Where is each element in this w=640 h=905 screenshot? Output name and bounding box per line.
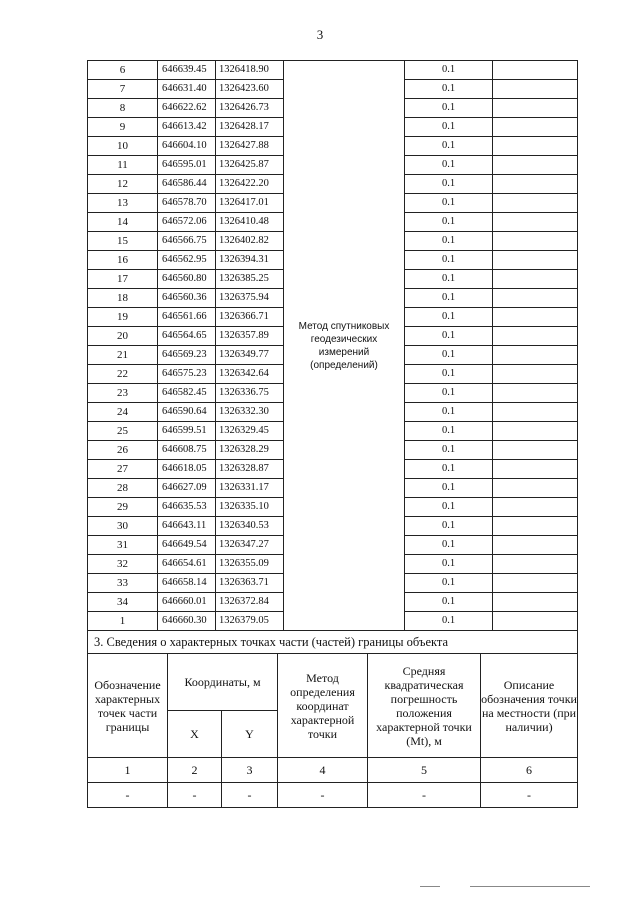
error-value: 0.1 (405, 593, 493, 612)
error-value: 0.1 (405, 479, 493, 498)
coordinate-x: 646561.66 (158, 308, 216, 327)
column-number: 4 (278, 758, 368, 783)
error-value: 0.1 (405, 460, 493, 479)
column-number: 2 (168, 758, 222, 783)
error-value: 0.1 (405, 346, 493, 365)
coordinate-y: 1326402.82 (216, 232, 284, 251)
coordinate-x: 646590.64 (158, 403, 216, 422)
coordinate-x: 646643.11 (158, 517, 216, 536)
coordinate-y: 1326331.17 (216, 479, 284, 498)
point-number: 9 (88, 118, 158, 137)
coordinate-x: 646599.51 (158, 422, 216, 441)
coordinate-x: 646658.14 (158, 574, 216, 593)
point-number: 33 (88, 574, 158, 593)
point-number: 30 (88, 517, 158, 536)
coordinate-y: 1326426.73 (216, 99, 284, 118)
description-cell (493, 403, 578, 422)
header-description: Описание обозначения точки на местности (при наличии) (481, 654, 578, 758)
error-value: 0.1 (405, 612, 493, 631)
table-row (88, 61, 578, 80)
coordinate-y: 1326423.60 (216, 80, 284, 99)
description-cell (493, 441, 578, 460)
point-number: 18 (88, 289, 158, 308)
coordinates-table (87, 60, 578, 631)
point-number: 29 (88, 498, 158, 517)
coordinate-y: 1326385.25 (216, 270, 284, 289)
coordinate-y: 1326363.71 (216, 574, 284, 593)
coordinate-y: 1326328.29 (216, 441, 284, 460)
coordinate-x: 646627.09 (158, 479, 216, 498)
coordinate-y: 1326418.90 (216, 61, 284, 80)
point-number: 32 (88, 555, 158, 574)
empty-cell: - (168, 783, 222, 808)
error-value: 0.1 (405, 384, 493, 403)
error-value: 0.1 (405, 99, 493, 118)
error-value: 0.1 (405, 517, 493, 536)
description-cell (493, 156, 578, 175)
coordinate-x: 646562.95 (158, 251, 216, 270)
coordinate-x: 646649.54 (158, 536, 216, 555)
coordinate-x: 646582.45 (158, 384, 216, 403)
coordinate-y: 1326336.75 (216, 384, 284, 403)
point-number: 21 (88, 346, 158, 365)
empty-cell: - (481, 783, 578, 808)
description-cell (493, 517, 578, 536)
coordinate-x: 646586.44 (158, 175, 216, 194)
coordinate-y: 1326335.10 (216, 498, 284, 517)
coordinate-y: 1326342.64 (216, 365, 284, 384)
point-number: 15 (88, 232, 158, 251)
error-value: 0.1 (405, 327, 493, 346)
description-cell (493, 555, 578, 574)
coordinates-table-body (88, 61, 578, 631)
description-cell (493, 213, 578, 232)
point-number: 34 (88, 593, 158, 612)
header-x: X (168, 711, 222, 758)
description-cell (493, 422, 578, 441)
error-value: 0.1 (405, 61, 493, 80)
error-value: 0.1 (405, 498, 493, 517)
header-y: Y (222, 711, 278, 758)
error-value: 0.1 (405, 80, 493, 99)
coordinate-x: 646631.40 (158, 80, 216, 99)
error-value: 0.1 (405, 137, 493, 156)
coordinate-x: 646569.23 (158, 346, 216, 365)
point-number: 26 (88, 441, 158, 460)
column-number: 6 (481, 758, 578, 783)
header-coordinates: Координаты, м (168, 654, 278, 711)
coordinate-y: 1326428.17 (216, 118, 284, 137)
coordinate-y: 1326422.20 (216, 175, 284, 194)
header-method: Метод определения координат характерной точки (278, 654, 368, 758)
point-number: 6 (88, 61, 158, 80)
coordinate-x: 646618.05 (158, 460, 216, 479)
coordinate-x: 646575.23 (158, 365, 216, 384)
point-number: 25 (88, 422, 158, 441)
empty-cell: - (222, 783, 278, 808)
coordinate-x: 646604.10 (158, 137, 216, 156)
coordinate-x: 646608.75 (158, 441, 216, 460)
error-value: 0.1 (405, 251, 493, 270)
coordinate-y: 1326410.48 (216, 213, 284, 232)
column-number: 5 (368, 758, 481, 783)
description-cell (493, 308, 578, 327)
description-cell (493, 118, 578, 137)
error-value: 0.1 (405, 536, 493, 555)
description-cell (493, 61, 578, 80)
error-value: 0.1 (405, 118, 493, 137)
description-cell (493, 593, 578, 612)
error-value: 0.1 (405, 213, 493, 232)
coordinate-x: 646654.61 (158, 555, 216, 574)
description-cell (493, 194, 578, 213)
point-number: 22 (88, 365, 158, 384)
error-value: 0.1 (405, 232, 493, 251)
coordinate-y: 1326357.89 (216, 327, 284, 346)
coordinate-x: 646578.70 (158, 194, 216, 213)
description-cell (493, 327, 578, 346)
error-value: 0.1 (405, 308, 493, 327)
coordinate-x: 646660.30 (158, 612, 216, 631)
coordinate-x: 646560.36 (158, 289, 216, 308)
description-cell (493, 289, 578, 308)
point-number: 27 (88, 460, 158, 479)
method-cell: Метод спутниковых геодезических измерений (определений) (284, 61, 405, 631)
point-number: 31 (88, 536, 158, 555)
column-number: 3 (222, 758, 278, 783)
description-cell (493, 536, 578, 555)
description-cell (493, 175, 578, 194)
coordinate-y: 1326366.71 (216, 308, 284, 327)
error-value: 0.1 (405, 365, 493, 384)
header-designation: Обозначение характерных точек части границы (88, 654, 168, 758)
coordinate-y: 1326332.30 (216, 403, 284, 422)
coordinate-y: 1326425.87 (216, 156, 284, 175)
description-cell (493, 270, 578, 289)
point-number: 20 (88, 327, 158, 346)
description-cell (493, 99, 578, 118)
column-number: 1 (88, 758, 168, 783)
coordinate-y: 1326340.53 (216, 517, 284, 536)
point-number: 24 (88, 403, 158, 422)
error-value: 0.1 (405, 403, 493, 422)
error-value: 0.1 (405, 194, 493, 213)
scan-artifact (470, 886, 590, 887)
error-value: 0.1 (405, 574, 493, 593)
coordinate-x: 646639.45 (158, 61, 216, 80)
scan-artifact (420, 886, 440, 887)
description-cell (493, 137, 578, 156)
point-number: 14 (88, 213, 158, 232)
description-cell (493, 460, 578, 479)
point-number: 13 (88, 194, 158, 213)
coordinate-x: 646622.62 (158, 99, 216, 118)
point-number: 7 (88, 80, 158, 99)
error-value: 0.1 (405, 441, 493, 460)
empty-cell: - (368, 783, 481, 808)
coordinate-x: 646660.01 (158, 593, 216, 612)
error-value: 0.1 (405, 270, 493, 289)
empty-cell: - (278, 783, 368, 808)
description-cell (493, 479, 578, 498)
description-cell (493, 251, 578, 270)
description-cell (493, 232, 578, 251)
coordinate-y: 1326349.77 (216, 346, 284, 365)
section-3-table (87, 630, 578, 808)
error-value: 0.1 (405, 175, 493, 194)
error-value: 0.1 (405, 555, 493, 574)
coordinate-x: 646595.01 (158, 156, 216, 175)
point-number: 12 (88, 175, 158, 194)
point-number: 28 (88, 479, 158, 498)
coordinate-y: 1326328.87 (216, 460, 284, 479)
coordinate-y: 1326427.88 (216, 137, 284, 156)
point-number: 23 (88, 384, 158, 403)
description-cell (493, 612, 578, 631)
coordinate-y: 1326379.05 (216, 612, 284, 631)
point-number: 17 (88, 270, 158, 289)
coordinate-y: 1326347.27 (216, 536, 284, 555)
coordinate-y: 1326394.31 (216, 251, 284, 270)
error-value: 0.1 (405, 156, 493, 175)
point-number: 11 (88, 156, 158, 175)
page-number: 3 (316, 27, 324, 42)
description-cell (493, 574, 578, 593)
error-value: 0.1 (405, 422, 493, 441)
coordinate-y: 1326375.94 (216, 289, 284, 308)
empty-cell: - (88, 783, 168, 808)
description-cell (493, 80, 578, 99)
coordinate-x: 646613.42 (158, 118, 216, 137)
section-3-title: 3. Сведения о характерных точках части (частей) границы объекта (88, 631, 578, 654)
point-number: 8 (88, 99, 158, 118)
coordinate-y: 1326372.84 (216, 593, 284, 612)
coordinate-x: 646572.06 (158, 213, 216, 232)
point-number: 19 (88, 308, 158, 327)
coordinate-x: 646564.65 (158, 327, 216, 346)
coordinate-x: 646635.53 (158, 498, 216, 517)
description-cell (493, 498, 578, 517)
description-cell (493, 384, 578, 403)
header-error: Средняя квадратическая погрешность положения характерной точки (Mt), м (368, 654, 481, 758)
coordinate-y: 1326417.01 (216, 194, 284, 213)
description-cell (493, 365, 578, 384)
coordinate-x: 646560.80 (158, 270, 216, 289)
coordinate-y: 1326355.09 (216, 555, 284, 574)
point-number: 10 (88, 137, 158, 156)
point-number: 1 (88, 612, 158, 631)
point-number: 16 (88, 251, 158, 270)
description-cell (493, 346, 578, 365)
coordinate-x: 646566.75 (158, 232, 216, 251)
coordinate-y: 1326329.45 (216, 422, 284, 441)
error-value: 0.1 (405, 289, 493, 308)
